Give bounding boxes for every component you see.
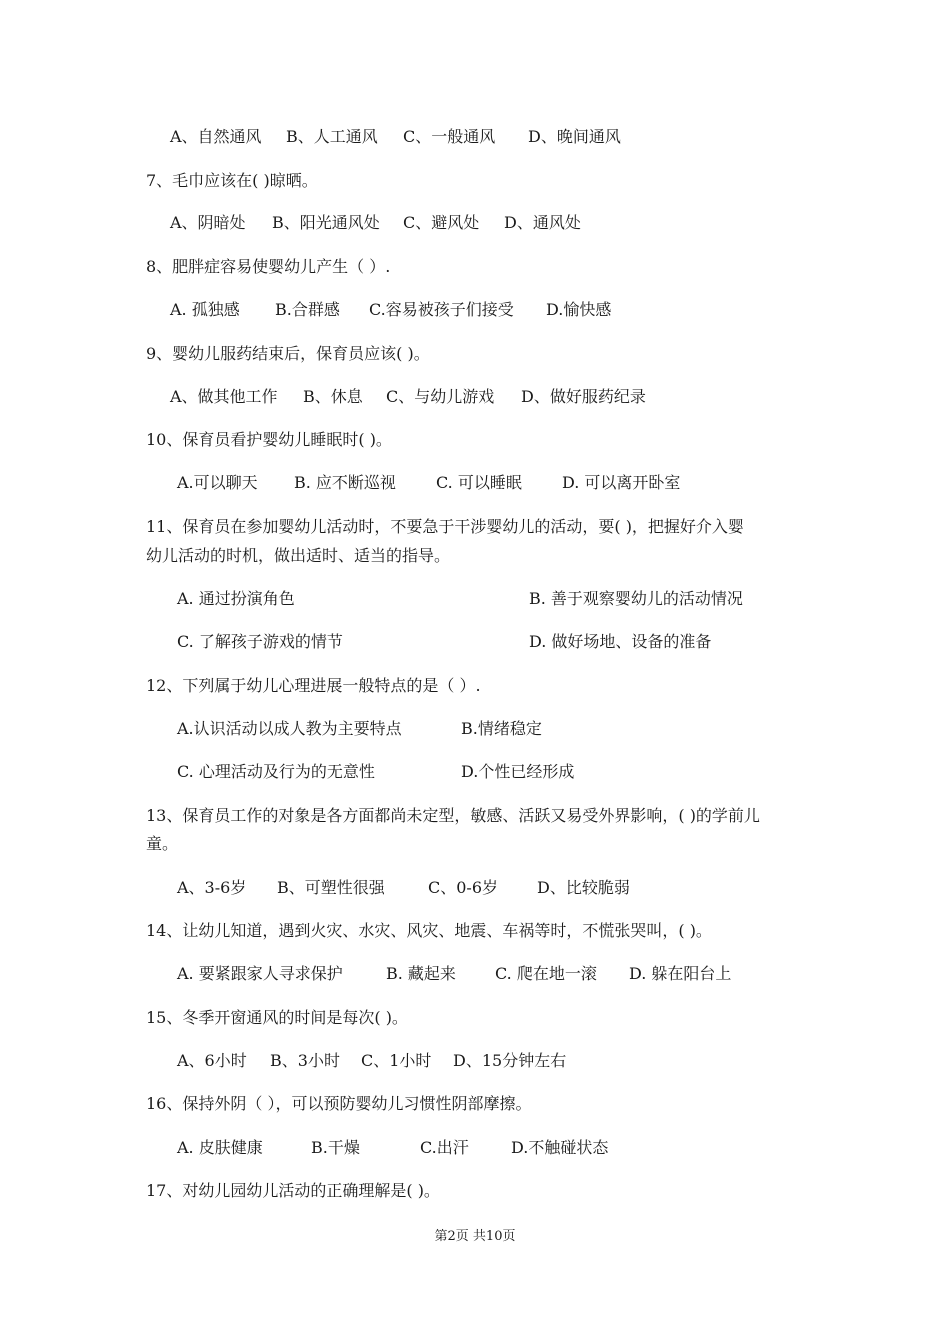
q10-option-d: D. 可以离开卧室 bbox=[562, 473, 681, 492]
q6-option-d: D、晚间通风 bbox=[528, 127, 621, 146]
q16-option-c: C.出汗 bbox=[420, 1138, 469, 1157]
question-10: 10、保育员看护婴幼儿睡眠时( )。 bbox=[146, 430, 392, 449]
question-8-options bbox=[0, 300, 950, 320]
question-12-options-row-1 bbox=[0, 719, 950, 739]
question-17: 17、对幼儿园幼儿活动的正确理解是( )。 bbox=[146, 1181, 440, 1200]
q11-option-d: D. 做好场地、设备的准备 bbox=[529, 632, 712, 651]
q16-option-d: D.不触碰状态 bbox=[511, 1138, 609, 1157]
q12-option-a: A.认识活动以成人教为主要特点 bbox=[177, 719, 402, 738]
q12-option-b: B.情绪稳定 bbox=[461, 719, 542, 738]
question-9: 9、婴幼儿服药结束后，保育员应该( )。 bbox=[146, 344, 430, 363]
q13-option-b: B、可塑性很强 bbox=[277, 878, 385, 897]
question-16: 16、保持外阴（ ），可以预防婴幼儿习惯性阴部摩擦。 bbox=[146, 1094, 532, 1113]
q15-option-d: D、15分钟左右 bbox=[453, 1051, 567, 1070]
q11-option-a: A. 通过扮演角色 bbox=[177, 589, 295, 608]
question-15: 15、冬季开窗通风的时间是每次( )。 bbox=[146, 1008, 408, 1027]
q7-option-b: B、阳光通风处 bbox=[272, 213, 380, 232]
question-13-line-2: 童。 bbox=[146, 834, 179, 853]
question-11-options-row-2 bbox=[0, 632, 950, 652]
question-7: 7、毛巾应该在( )晾晒。 bbox=[146, 171, 318, 190]
q9-option-b: B、休息 bbox=[303, 387, 363, 406]
q14-option-b: B. 藏起来 bbox=[386, 964, 456, 983]
q9-option-c: C、与幼儿游戏 bbox=[386, 387, 495, 406]
question-9-options bbox=[0, 387, 950, 407]
question-7-options bbox=[0, 213, 950, 233]
question-11-line-1: 11、保育员在参加婴幼儿活动时，不要急于干涉婴幼儿的活动，要( )，把握好介入婴 bbox=[146, 517, 744, 536]
question-14: 14、让幼儿知道，遇到火灾、水灾、风灾、地震、车祸等时，不慌张哭叫，( )。 bbox=[146, 921, 712, 940]
q8-option-d: D.愉快感 bbox=[546, 300, 612, 319]
q12-option-c: C. 心理活动及行为的无意性 bbox=[177, 762, 375, 781]
q15-option-a: A、6小时 bbox=[177, 1051, 247, 1070]
q6-option-a: A、自然通风 bbox=[170, 127, 262, 146]
question-13-options bbox=[0, 878, 950, 898]
q14-option-c: C. 爬在地一滚 bbox=[495, 964, 597, 983]
q6-option-c: C、一般通风 bbox=[403, 127, 496, 146]
q13-option-c: C、0-6岁 bbox=[428, 878, 499, 897]
q6-option-b: B、人工通风 bbox=[286, 127, 378, 146]
question-13-line-1: 13、保育员工作的对象是各方面都尚未定型，敏感、活跃又易受外界影响，( )的学前儿 bbox=[146, 806, 760, 825]
question-12: 12、下列属于幼儿心理进展一般特点的是（ ）. bbox=[146, 676, 481, 695]
q8-option-c: C.容易被孩子们接受 bbox=[369, 300, 514, 319]
question-8: 8、肥胖症容易使婴幼儿产生（ ）. bbox=[146, 257, 391, 276]
q15-option-b: B、3小时 bbox=[270, 1051, 340, 1070]
question-11-line-2: 幼儿活动的时机，做出适时、适当的指导。 bbox=[146, 546, 451, 565]
q14-option-d: D. 躲在阳台上 bbox=[629, 964, 732, 983]
q9-option-a: A、做其他工作 bbox=[170, 387, 278, 406]
q10-option-c: C. 可以睡眠 bbox=[436, 473, 522, 492]
q7-option-d: D、通风处 bbox=[504, 213, 581, 232]
q7-option-a: A、阴暗处 bbox=[170, 213, 246, 232]
question-14-options bbox=[0, 964, 950, 984]
q16-option-a: A. 皮肤健康 bbox=[177, 1138, 263, 1157]
q9-option-d: D、做好服药纪录 bbox=[521, 387, 646, 406]
question-11-options-row-1 bbox=[0, 589, 950, 609]
page-footer: 第2页 共10页 bbox=[434, 1229, 516, 1244]
q12-option-d: D.个性已经形成 bbox=[461, 762, 575, 781]
q13-option-a: A、3-6岁 bbox=[177, 878, 247, 897]
q8-option-b: B.合群感 bbox=[275, 300, 340, 319]
question-10-options bbox=[0, 473, 950, 493]
q16-option-b: B.干燥 bbox=[311, 1138, 360, 1157]
q8-option-a: A. 孤独感 bbox=[170, 300, 240, 319]
question-12-options-row-2 bbox=[0, 762, 950, 782]
q13-option-d: D、比较脆弱 bbox=[537, 878, 630, 897]
q14-option-a: A. 要紧跟家人寻求保护 bbox=[177, 964, 343, 983]
question-6-options bbox=[0, 127, 950, 147]
q10-option-b: B. 应不断巡视 bbox=[294, 473, 396, 492]
q10-option-a: A.可以聊天 bbox=[177, 473, 258, 492]
q11-option-b: B. 善于观察婴幼儿的活动情况 bbox=[529, 589, 743, 608]
q7-option-c: C、避风处 bbox=[403, 213, 480, 232]
q11-option-c: C. 了解孩子游戏的情节 bbox=[177, 632, 343, 651]
q15-option-c: C、1小时 bbox=[361, 1051, 432, 1070]
question-16-options bbox=[0, 1138, 950, 1158]
question-15-options bbox=[0, 1051, 950, 1071]
